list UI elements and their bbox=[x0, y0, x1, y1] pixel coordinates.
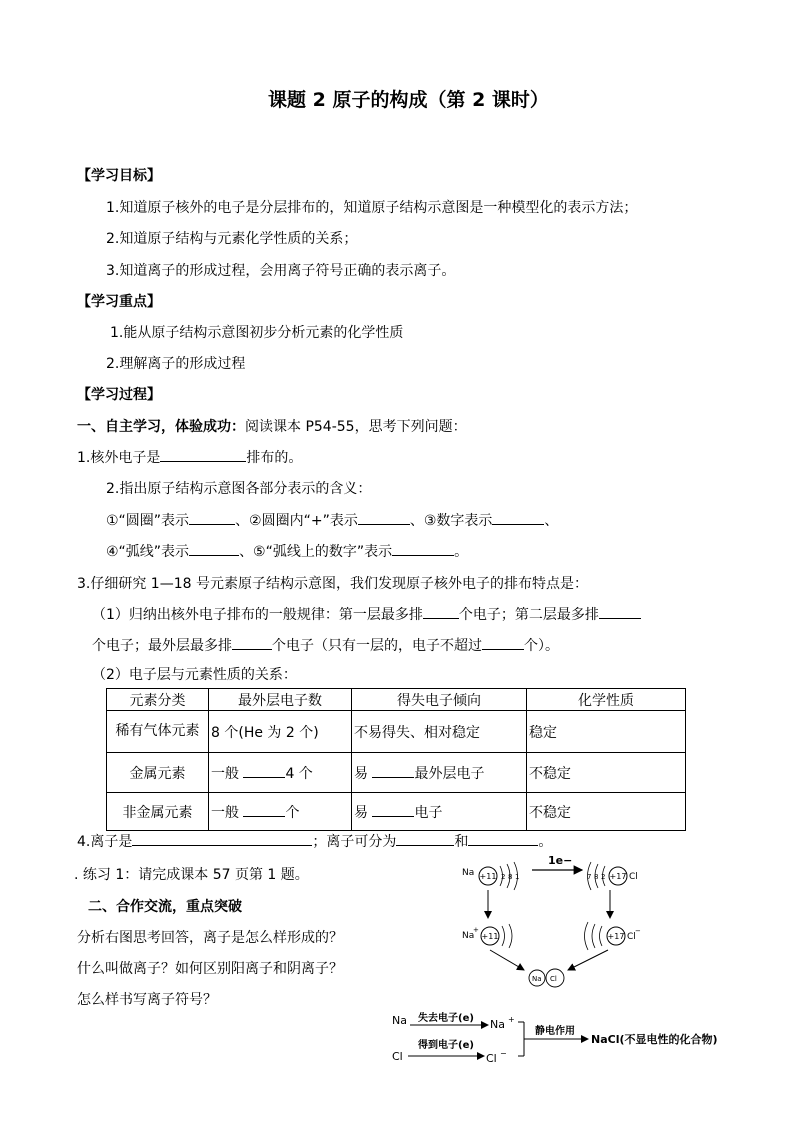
table-cell bbox=[352, 753, 527, 793]
question-1 bbox=[77, 447, 302, 467]
keypoint-1: 1.能从原子结构示意图初步分析元素的化学性质 bbox=[110, 325, 404, 341]
na-atom-label: Na bbox=[462, 868, 475, 878]
cl-ion-label: Cl bbox=[627, 932, 636, 942]
ion-formation-diagram bbox=[420, 848, 780, 998]
q2b-text-b: 、⑤“弧线上的数字”表示 bbox=[239, 544, 393, 560]
cl-shell-count: 2 bbox=[601, 873, 606, 881]
electrostatic-label: 静电作用 bbox=[535, 1026, 575, 1037]
na-ion-arrow bbox=[490, 950, 524, 970]
q4-blank-2[interactable] bbox=[396, 831, 454, 846]
table-cell: 稳定 bbox=[527, 711, 686, 753]
question-2a bbox=[106, 510, 558, 530]
section2-line-2: 什么叫做离子？如何区别阳离子和阴离子？ bbox=[77, 961, 343, 977]
element-properties-table bbox=[106, 688, 686, 831]
q4-text-d: 。 bbox=[538, 834, 553, 850]
table-row bbox=[107, 711, 686, 753]
section2-line-1: 分析右图思考回答，离子是怎么样形成的？ bbox=[77, 930, 343, 946]
q1-text-a: 1.核外电子是 bbox=[77, 450, 161, 466]
table-blank[interactable] bbox=[243, 802, 285, 817]
q3a-blank-2[interactable] bbox=[599, 604, 641, 619]
scheme-cl: Cl bbox=[392, 1050, 403, 1063]
ion-pair-cl: Cl bbox=[550, 975, 557, 983]
q2a-blank-2[interactable] bbox=[358, 510, 410, 525]
q3a-text-b: 个电子；第二层最多排 bbox=[458, 607, 599, 623]
table-blank[interactable] bbox=[372, 763, 414, 778]
table-blank[interactable] bbox=[243, 763, 285, 778]
question-3b bbox=[92, 635, 559, 655]
table-cell: 金属元素 bbox=[107, 753, 209, 793]
table-cell bbox=[352, 793, 527, 831]
cell-text: 易 bbox=[354, 765, 368, 782]
table-cell: 8 个(He 为 2 个) bbox=[209, 711, 352, 753]
q4-text-c: 和 bbox=[454, 834, 469, 850]
table-row bbox=[107, 753, 686, 793]
na-ion-nucleus-charge: +11 bbox=[481, 932, 499, 941]
q4-blank-1[interactable] bbox=[132, 831, 312, 846]
scheme-bracket bbox=[518, 1022, 524, 1056]
table-header: 得失电子倾向 bbox=[352, 689, 527, 711]
table-cell: 非金属元素 bbox=[107, 793, 209, 831]
q1-blank[interactable] bbox=[160, 447, 246, 462]
keypoint-2: 2.理解离子的形成过程 bbox=[106, 356, 246, 372]
table-header: 元素分类 bbox=[107, 689, 209, 711]
q2a-text-d: 、 bbox=[544, 513, 559, 529]
question-3: 3.仔细研究 1—18 号元素原子结构示意图，我们发现原子核外电子的排布特点是： bbox=[77, 576, 588, 592]
q3a-text-a: （1）归纳出核外电子排布的一般规律：第一层最多排 bbox=[92, 607, 423, 623]
q4-blank-3[interactable] bbox=[468, 831, 538, 846]
page-title: 课题 2 原子的构成（第 2 课时） bbox=[268, 89, 549, 111]
cell-text: 4 个 bbox=[285, 765, 313, 782]
q1-text-b: 排布的。 bbox=[246, 450, 303, 466]
nacl-label: NaCl(不显电性的化合物) bbox=[591, 1033, 718, 1046]
cl-ion-charge: − bbox=[635, 927, 641, 935]
lose-electron-label: 失去电子(e) bbox=[418, 1013, 474, 1024]
cell-text: 最外层电子 bbox=[414, 765, 485, 782]
na-shell-count: 1 bbox=[515, 873, 520, 881]
na-nucleus-charge: +11 bbox=[479, 872, 497, 881]
cl-atom-label: Cl bbox=[629, 872, 638, 882]
ion-pair-na: Na bbox=[532, 975, 542, 983]
cl-ion-nucleus-charge: +17 bbox=[607, 932, 625, 941]
q2a-text-c: 、③数字表示 bbox=[409, 513, 493, 529]
q3b-text-c: 个）。 bbox=[524, 638, 559, 654]
table-row bbox=[107, 793, 686, 831]
q2b-text-a: ④“弧线”表示 bbox=[106, 544, 190, 560]
cell-text: 易 bbox=[354, 804, 368, 821]
q3b-blank-2[interactable] bbox=[482, 635, 524, 650]
q2a-text-a: ①“圆圈”表示 bbox=[106, 513, 190, 529]
objectives-heading: 【学习目标】 bbox=[77, 168, 161, 184]
q2a-blank-1[interactable] bbox=[189, 510, 235, 525]
question-3c: （2）电子层与元素性质的关系： bbox=[92, 667, 297, 683]
cl-shell-count: 7 bbox=[587, 873, 592, 881]
q2b-blank-1[interactable] bbox=[189, 541, 239, 556]
cell-text: 一般 bbox=[211, 804, 239, 821]
q2a-blank-3[interactable] bbox=[492, 510, 544, 525]
electron-transfer-label: 1e− bbox=[548, 854, 573, 867]
table-blank[interactable] bbox=[372, 802, 414, 817]
table-cell bbox=[209, 793, 352, 831]
na-ion-label: Na bbox=[462, 931, 475, 941]
scheme-na-plus-charge: + bbox=[508, 1015, 515, 1024]
process-heading: 【学习过程】 bbox=[77, 387, 161, 403]
table-header: 最外层电子数 bbox=[209, 689, 352, 711]
table-cell bbox=[209, 753, 352, 793]
q3b-text-a: 个电子；最外层最多排 bbox=[92, 638, 232, 654]
table-header: 化学性质 bbox=[527, 689, 686, 711]
scheme-na-plus: Na bbox=[490, 1018, 505, 1031]
scheme-cl-minus-charge: − bbox=[500, 1049, 507, 1058]
gain-electron-label: 得到电子(e) bbox=[418, 1040, 474, 1051]
cell-text: 电子 bbox=[414, 804, 443, 821]
table-header-row bbox=[107, 689, 686, 711]
q3b-blank-1[interactable] bbox=[232, 635, 272, 650]
cl-ion-shell-arcs bbox=[585, 922, 603, 950]
cl-shell-count: 8 bbox=[594, 873, 599, 881]
keypoints-heading: 【学习重点】 bbox=[77, 294, 161, 310]
q4-text-b: ；离子可分为 bbox=[312, 834, 397, 850]
scheme-cl-minus: Cl bbox=[486, 1052, 497, 1065]
cl-ion-arrow bbox=[568, 950, 608, 970]
na-shell-count: 2 bbox=[501, 873, 506, 881]
section1-text: 阅读课本 P54-55，思考下列问题： bbox=[245, 419, 467, 435]
question-2: 2.指出原子结构示意图各部分表示的含义： bbox=[106, 481, 372, 497]
q2b-blank-2[interactable] bbox=[392, 541, 454, 556]
section1-line bbox=[77, 416, 467, 436]
na-ion-charge: + bbox=[473, 926, 479, 934]
na-shell-count: 8 bbox=[508, 873, 513, 881]
objective-1: 1.知道原子核外的电子是分层排布的，知道原子结构示意图是一种模型化的表示方法； bbox=[106, 200, 638, 216]
q3b-text-b: 个电子（只有一层的，电子不超过 bbox=[272, 638, 482, 654]
question-3a bbox=[92, 604, 641, 624]
section2-title: 二、合作交流，重点突破 bbox=[88, 899, 242, 915]
section1-title: 一、自主学习，体验成功： bbox=[77, 419, 245, 435]
table-cell: 不稳定 bbox=[527, 793, 686, 831]
ion-reaction-scheme bbox=[392, 1012, 777, 1072]
practice-1: . 练习 1：请完成课本 57 页第 1 题。 bbox=[74, 867, 309, 883]
cell-text: 一般 bbox=[211, 765, 239, 782]
cl-nucleus-charge: +17 bbox=[609, 872, 627, 881]
table-cell: 不稳定 bbox=[527, 753, 686, 793]
table-cell: 稀有气体元素 bbox=[107, 711, 209, 753]
q3a-blank-1[interactable] bbox=[423, 604, 459, 619]
q2a-text-b: 、②圆圈内“+”表示 bbox=[235, 513, 358, 529]
objective-2: 2.知道原子结构与元素化学性质的关系； bbox=[106, 231, 358, 247]
scheme-na: Na bbox=[392, 1014, 407, 1027]
cell-text: 个 bbox=[285, 804, 300, 821]
section2-line-3: 怎么样书写离子符号？ bbox=[77, 992, 217, 1008]
q4-text-a: 4.离子是 bbox=[77, 834, 133, 850]
table-cell: 不易得失、相对稳定 bbox=[352, 711, 527, 753]
objective-3: 3.知道离子的形成过程，会用离子符号正确的表示离子。 bbox=[106, 263, 456, 279]
q2b-text-c: 。 bbox=[454, 544, 469, 560]
na-ion-shell-arcs bbox=[502, 924, 512, 948]
question-2b bbox=[106, 541, 468, 561]
